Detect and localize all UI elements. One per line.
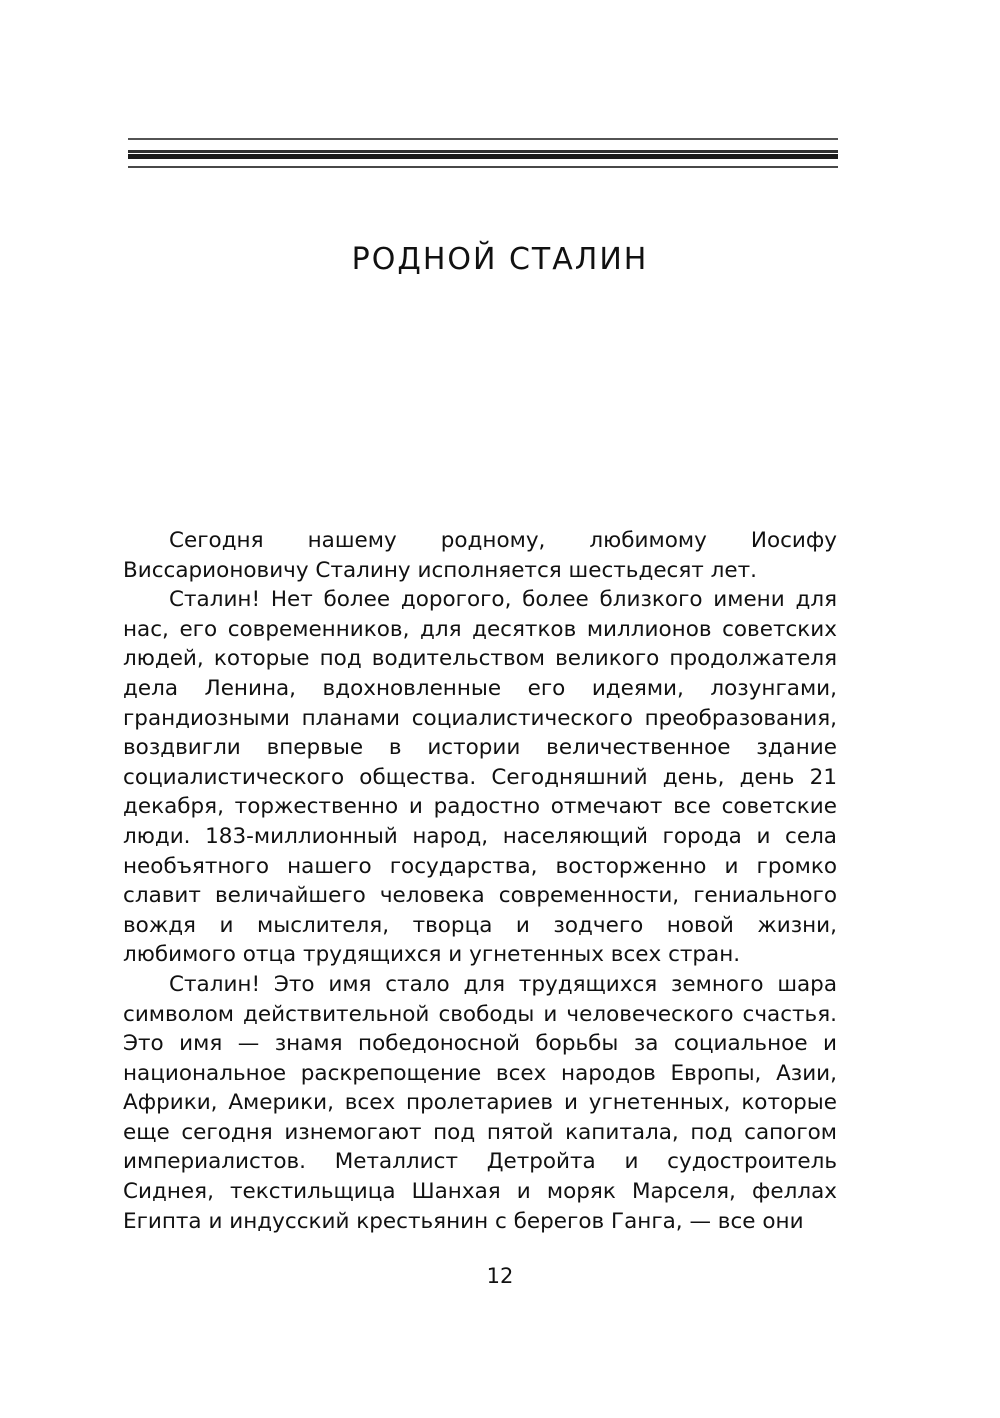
page-number: 12	[486, 1264, 514, 1288]
paragraph: Сталин! Нет более дорогого, более близкого имени для нас, его современников, для десятков миллионов советских людей, которые под водительством великого продолжателя дела Ленина, вдохновленные его идеями, лозунгами, грандиозными планами социалистического преобразования, воздвигли впервые в истории величественное здание социалистического общества. Сегодняшний день, день 21 декабря, торжественно и радостно отмечают все советские люди. 183-миллионный народ, населяющий города и села необъятного нашего государства, восторженно и громко славит величайшего человека современности, гениального вождя и мыслителя, творца и зодчего новой жизни, любимого отца трудящихся и угнетенных всех стран.	[123, 587, 837, 968]
rule-line-thin-top	[128, 138, 838, 140]
paragraph: Сталин! Это имя стало для трудящихся земного шара символом действительной свободы и человеческого счастья. Это имя — знамя победоносной борьбы за социальное и национальное раскрепощение всех народов Европы, Азии, Африки, Америки, всех пролетариев и угнетенных, которые еще сегодня изнемогают под пятой капитала, под сапогом империалистов. Металлист Детройта и судостроитель Сиднея, текстильщица Шанхая и моряк Марселя, феллах Египта и индусский крестьянин с берегов Ганга, — все они	[123, 971, 837, 1234]
rule-line-thin-bottom	[128, 166, 838, 168]
chapter-title: РОДНОЙ СТАЛИН	[351, 242, 649, 278]
decorative-header-rule	[128, 136, 838, 172]
rule-line-medium	[128, 150, 838, 153]
rule-line-thick	[128, 154, 838, 159]
body-text	[123, 526, 837, 1236]
paragraph: Сегодня нашему родному, любимому Иосифу Виссарионовичу Сталину исполняется шестьдесят лет.	[123, 528, 837, 583]
